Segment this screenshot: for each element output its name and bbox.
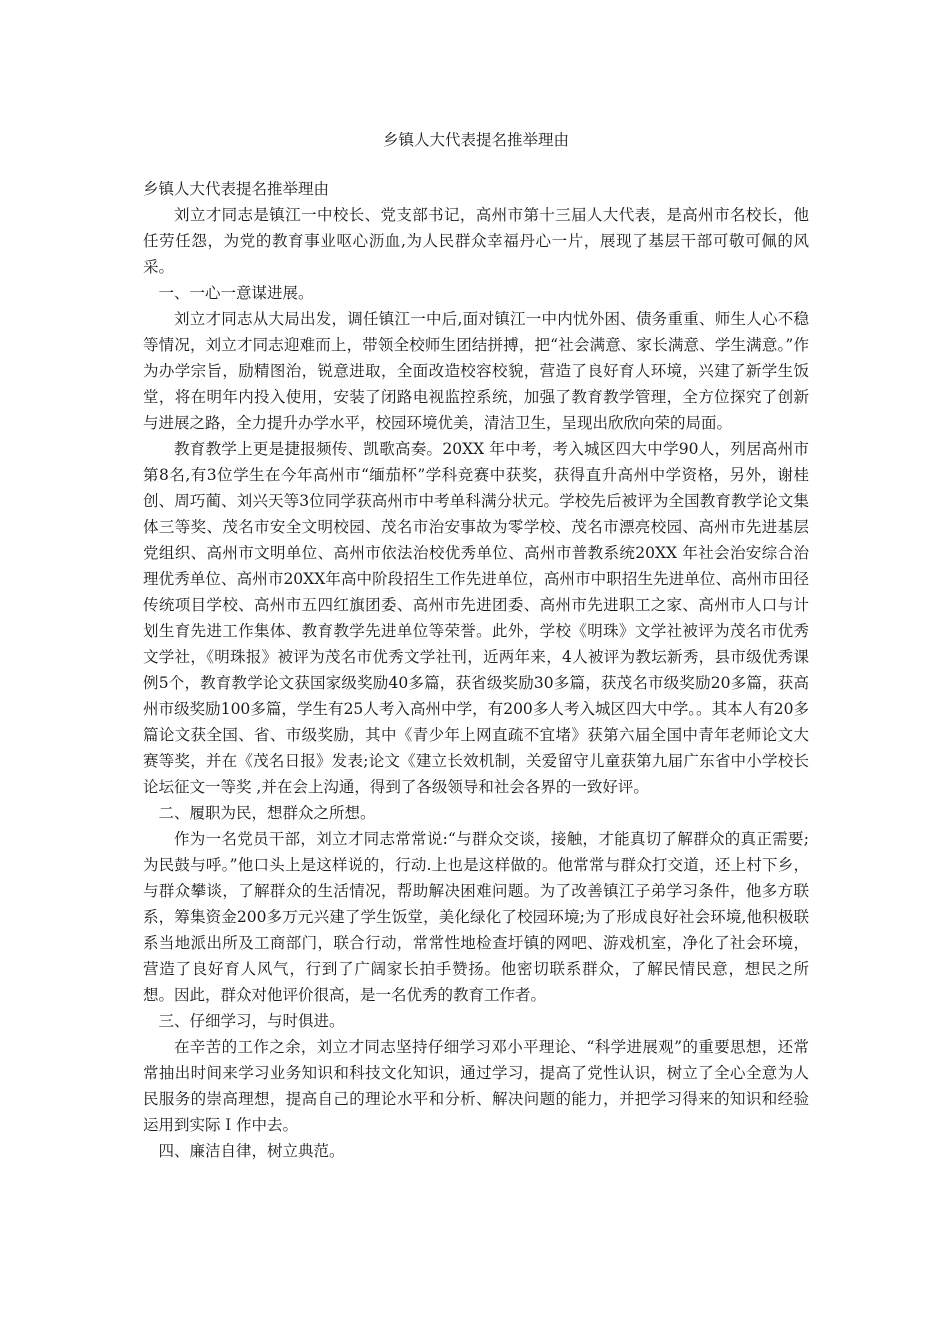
section-heading-2: 二、履职为民，想群众之所想。 — [158, 804, 376, 822]
paragraph-achievements: 教育教学上更是捷报频传、凯歌高奏。20XX 年中考，考入城区四大中学90人，列居高州市第8名,有3位学生在今年高州市“缅茄杯”学科竞赛中获奖，获得直升高州中学资格，另外，谢桂创、周巧蔺、刘兴天等3位同学获高州市中考单科满分状元。学校先后被评为全国教育教学论文集体三等奖、茂名市安全文明校园、茂名市治安事故为零学校、茂名市漂亮校园、高州市先进基层党组织、高州市文明单位、高州市依法治校优秀单位、高州市普教系统20XX 年社会治安综合治理优秀单位、高州市20XX年高中阶段招生工作先进单位，高州市中职招生先进单位、高州市田径传统项目学校、高州市五四红旗团委、高州市先进团委、高州市先进职工之家、高州市人口与计划生育先进工作集体、教育教学先进单位等荣誉。此外，学校《明珠》文学社被评为茂名市优秀文学社，《明珠报》被评为茂名市优秀文学社刊，近两年来，4人被评为教坛新秀，县市级优秀课例5个，教育教学论文获国家级奖励40多篇，获省级奖励30多篇，获茂名市级奖励20多篇，获高州市级奖励100多篇，学生有25人考入高州中学，有200多人考入城区四大中学。。其本人有20多篇论文获全国、省、市级奖励，其中《青少年上网直疏不宜堵》获第六届全国中青年老师论文大赛等奖，并在《茂名日报》发表;论文《建立长效机制，关爱留守儿童获第九届广东省中小学校长论坛征文一等奖 ,并在会上沟通，得到了各级领导和社会各界的一致好评。 — [143, 440, 809, 796]
paragraph-study: 在辛苦的工作之余，刘立才同志坚持仔细学习邓小平理论、“科学进展观”的重要思想，还常常抽出时间来学习业务知识和科技文化知识，通过学习，提高了党性认识，树立了全心全意为人民服务的崇高理想，提高自己的理论水平和分析、解决问题的能力，并把学习得来的知识和经验运用到实际Ｉ作中去。 — [143, 1038, 809, 1134]
section-heading-4: 四、廉洁自律，树立典范。 — [158, 1142, 345, 1160]
document-subtitle: 乡镇人大代表提名推举理由 — [143, 180, 330, 198]
paragraph-intro: 刘立才同志是镇江一中校长、党支部书记，高州市第十三届人大代表，是高州市名校长，他任劳任怨，为党的教育事业呕心沥血,为人民群众幸福丹心一片，展现了基层干部可敬可佩的风采。 — [143, 206, 809, 276]
document-body — [143, 176, 809, 1164]
paragraph-serve-people: 作为一名党员干部，刘立才同志常常说:“与群众交谈，接触，才能真切了解群众的真正需要;为民鼓与呼。”他口头上是这样说的，行动.上也是这样做的。他常常与群众打交道，还上村下乡，与群众攀谈，了解群众的生活情况，帮助解决困难问题。为了改善镇江子弟学习条件，他多方联系，筹集资金200多万元兴建了学生饭堂，美化绿化了校园环境;为了形成良好社会环境,他积极联系当地派出所及工商部门，联合行动，常常性地检查圩镇的网吧、游戏机室，净化了社会环境，营造了良好育人风气，行到了广阔家长拍手赞扬。他密切联系群众，了解民情民意，想民之所想。因此，群众对他评价很高，是一名优秀的教育工作者。 — [143, 830, 809, 1004]
document-title: 乡镇人大代表提名推举理由 — [382, 131, 569, 149]
paragraph-development: 刘立才同志从大局出发，调任镇江一中后,面对镇江一中内忧外困、债务重重、师生人心不稳等情况，刘立才同志迎难而上，带领全校师生团结拼搏，把“社会满意、家长满意、学生满意。”作为办学宗旨，励精图治，锐意进取，全面改造校容校貌，营造了良好育人环境，兴建了新学生饭堂，将在明年内投入使用，安装了闭路电视监控系统，加强了教育教学管理，全方位探究了创新与进展之路，全力提升办学水平，校园环境优美，清洁卫生，呈现出欣欣向荣的局面。 — [143, 310, 809, 432]
section-heading-1: 一、一心一意谋进展。 — [158, 284, 314, 302]
section-heading-3: 三、仔细学习，与时俱进。 — [158, 1012, 345, 1030]
